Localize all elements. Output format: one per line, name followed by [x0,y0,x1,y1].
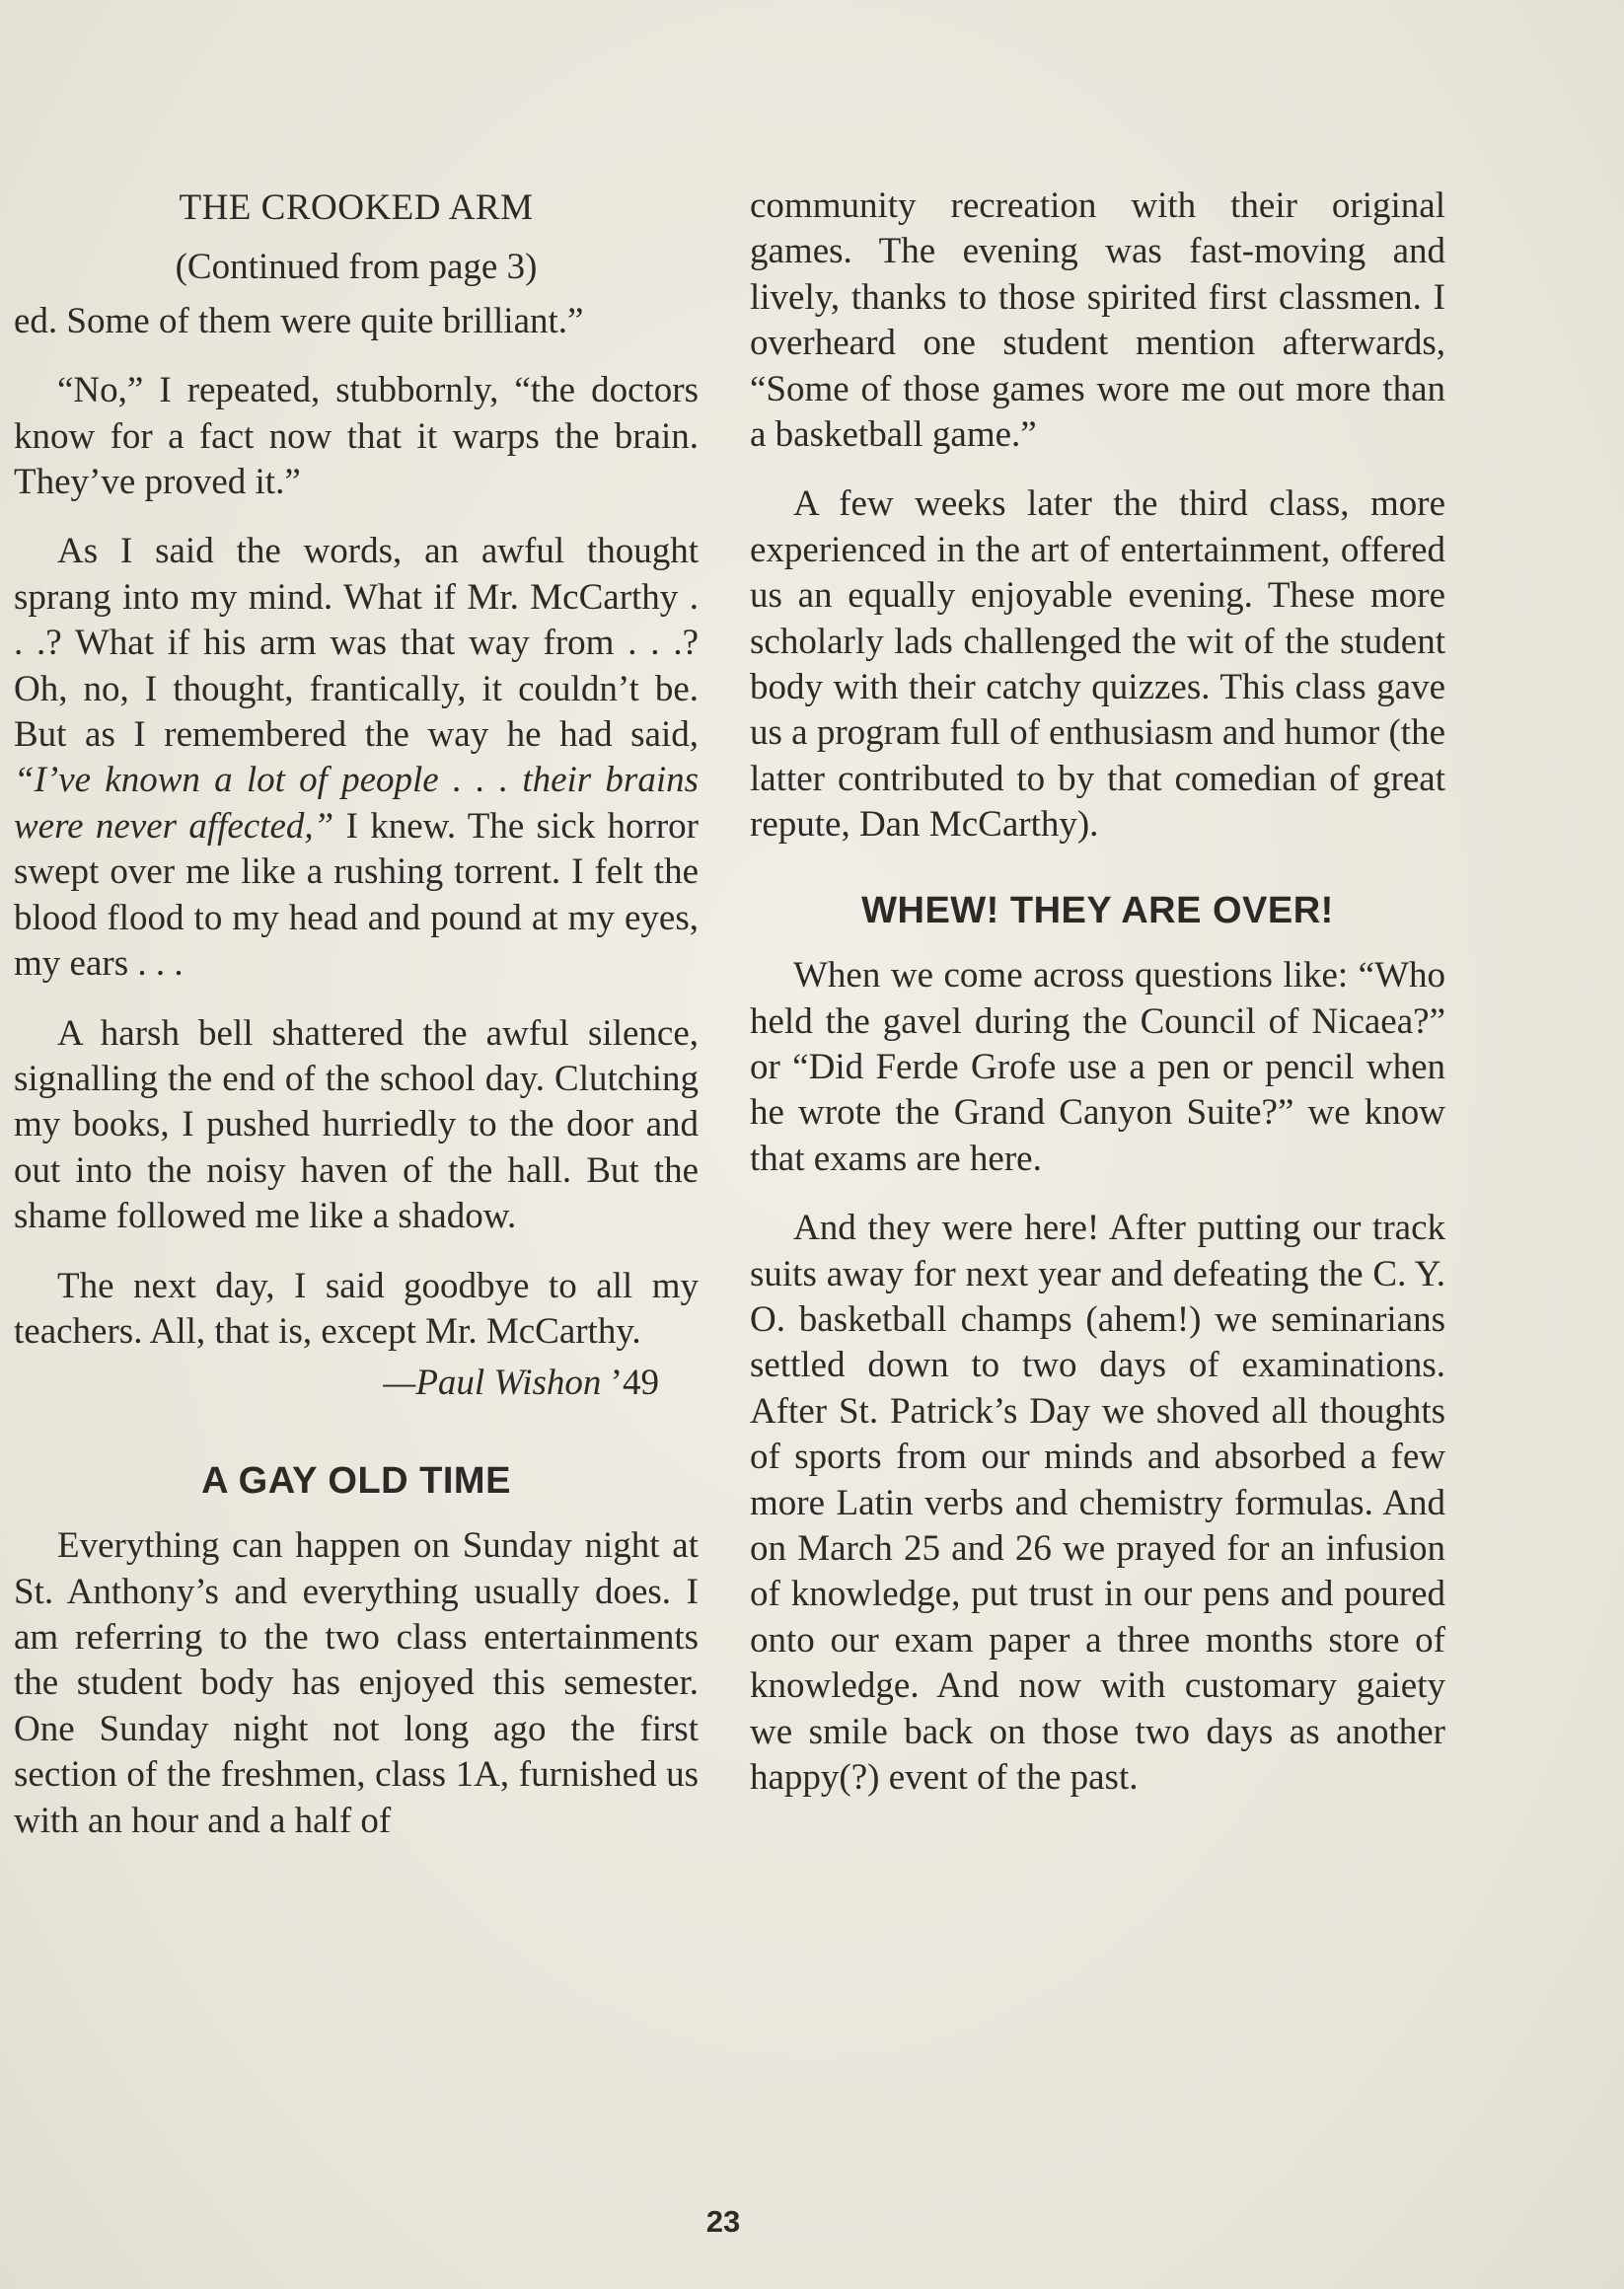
section-heading-gay-old-time: A GAY OLD TIME [201,1459,511,1502]
continued-note: (Continued from page 3) [175,247,538,288]
article-title-crooked-arm: THE CROOKED ARM [179,187,534,228]
paragraph: A harsh bell shattered the awful silence, signalling the end of the school day. Clutching my books, I pushed hurriedly to the door and out into the noisy haven of the hall. But the shame followed me like a shadow. [14,1012,699,1237]
paragraph-text: As I said the words, an awful thought sprang into my mind. What if Mr. McCarthy . . .? What if his arm was that way from . . .? Oh, no, I thought, frantically, it couldn’t be. But as I remembered the way he had said, [14,531,699,756]
paragraph: And they were here! After putting our track suits away for next year and defeating the C. Y. O. basketball champs (ahem!) we seminarians settled down to two days of examinations. After St. Patrick’s Day we shoved all thoughts of sports from our minds and absorbed a few more Latin verbs and chemistry formulas. And on March 25 and 26 we prayed for an infusion of knowledge, put trust in our pens and poured onto our exam paper a three months store of knowledge. And now with customary gaiety we smile back on those two days as another happy(?) event of the past. [750,1208,1445,1798]
paragraph: community recreation with their original games. The evening was fast-moving and lively, thanks to those spirited first classmen. I overheard one student mention afterwards, “Some of those games wore me out more than a basketball game.” [750,185,1445,456]
section-heading-whew: WHEW! THEY ARE OVER! [861,889,1334,931]
paragraph: A few weeks later the third class, more experienced in the art of entertainment, offered us an equally enjoyable evening. These more scholarly lads challenged the wit of the student body with their catchy quizzes. This class gave us a program full of enthusiasm and humor (the latter contributed to by that comedian of great repute, Dan McCarthy). [750,483,1445,846]
paragraph: When we come across questions like: “Who held the gavel during the Council of Nicaea?” or “Did Ferde Grofe use a pen or pencil when he wrote the Grand Canyon Suite?” we know that exams are here. [750,955,1445,1179]
page-number: 23 [705,2204,741,2239]
paragraph [14,529,699,987]
italic-quote: “I’ve known a lot of people . . . their brains were never affected,” [14,760,699,847]
author-name: —Paul Wishon [383,1363,602,1404]
paragraph: Everything can happen on Sunday night at St. Anthony’s and everything usually does. I am referring to the two class entertainments the student body has enjoyed this semester. One Sunday night not long ago the first section of the freshmen, class 1A, furnished us with an hour and a half of [14,1525,699,1841]
left-column [14,185,699,1868]
byline [14,1361,659,1406]
paragraph: “No,” I repeated, stubbornly, “the doctors know for a fact now that it warps the brain. They’ve proved it.” [14,370,699,503]
paragraph-text: I knew. The sick horror swept over me like a rushing torrent. I felt the blood flood to my head and pound at my eyes, my ears . . . [14,805,700,985]
paragraph: The next day, I said goodbye to all my teachers. All, that is, except Mr. McCarthy. [14,1265,699,1352]
author-year: ’49 [601,1363,659,1404]
right-column [750,184,1445,1824]
paragraph: ed. Some of them were quite brilliant.” [14,300,584,341]
